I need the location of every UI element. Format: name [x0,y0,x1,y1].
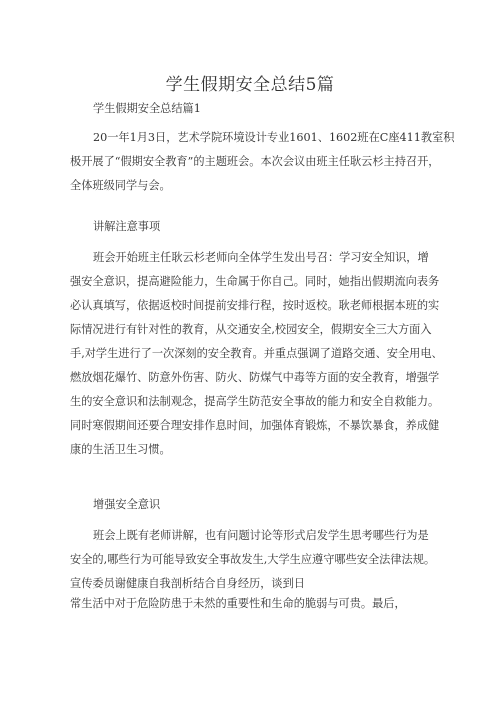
paragraph-line: 班会开始班主任耿云杉老师向全体学生发出号召：学习安全知识，增 [93,251,429,264]
paragraph-2 [70,246,443,462]
paragraph-line: 必认真填写，依据返校时间提前安排行程，按时返校。耿老师根据本班的实 [70,299,440,312]
paragraph-line: 燃放烟花爆竹、防意外伤害、防火、防煤气中毒等方面的安全教育，增强学 [70,371,440,384]
section-heading-1: 讲解注意事项 [93,220,161,233]
paragraph-line: 际情况进行有针对性的教育，从交通安全,校园安全，假期安全三大方面入 [70,323,432,336]
document-title: 学生假期安全总结5篇 [165,75,335,95]
paragraph-1 [70,126,455,198]
paragraph-line: 极开展了“假期安全教育”的主题班会。本次会议由班主任耿云杉主持召开， [70,155,440,168]
paragraph-line: 常生活中对于危险防患于未然的重要性和生命的脆弱与可贵。最后， [70,597,406,610]
paragraph-line: 20一年1月3日，艺术学院环境设计专业1601、1602班在C座411教室积 [93,131,455,144]
paragraph-line: 手,对学生进行了一次深刻的安全教育。并重点强调了道路交通、安全用电、 [70,347,443,360]
section-subtitle: 学生假期安全总结篇1 [93,102,201,115]
paragraph-line: 全体班级同学与会。 [70,179,171,192]
paragraph-3 [70,524,440,612]
paragraph-line: 康的生活卫生习惯。 [70,443,171,456]
paragraph-line: 同时寒假期间还要合理安排作息时间，加强体育锻炼，不暴饮暴食，养成健 [70,419,440,432]
paragraph-line: 宣传委员谢健康自我剖析结合自身经历，谈到日 [70,577,305,590]
paragraph-line: 班会上既有老师讲解，也有问题讨论等形式启发学生思考哪些行为是 [93,529,429,542]
paragraph-line: 生的安全意识和法制观念，提高学生防范安全事故的能力和安全自救能力。 [70,395,440,408]
paragraph-line: 强安全意识，提高避险能力，生命属于你自己。同时，她指出假期流向表务 [70,275,440,288]
section-heading-2: 增强安全意识 [93,498,161,511]
paragraph-line: 安全的,哪些行为可能导致安全事故发生,大学生应遵守哪些安全法律法规。 [70,553,436,566]
